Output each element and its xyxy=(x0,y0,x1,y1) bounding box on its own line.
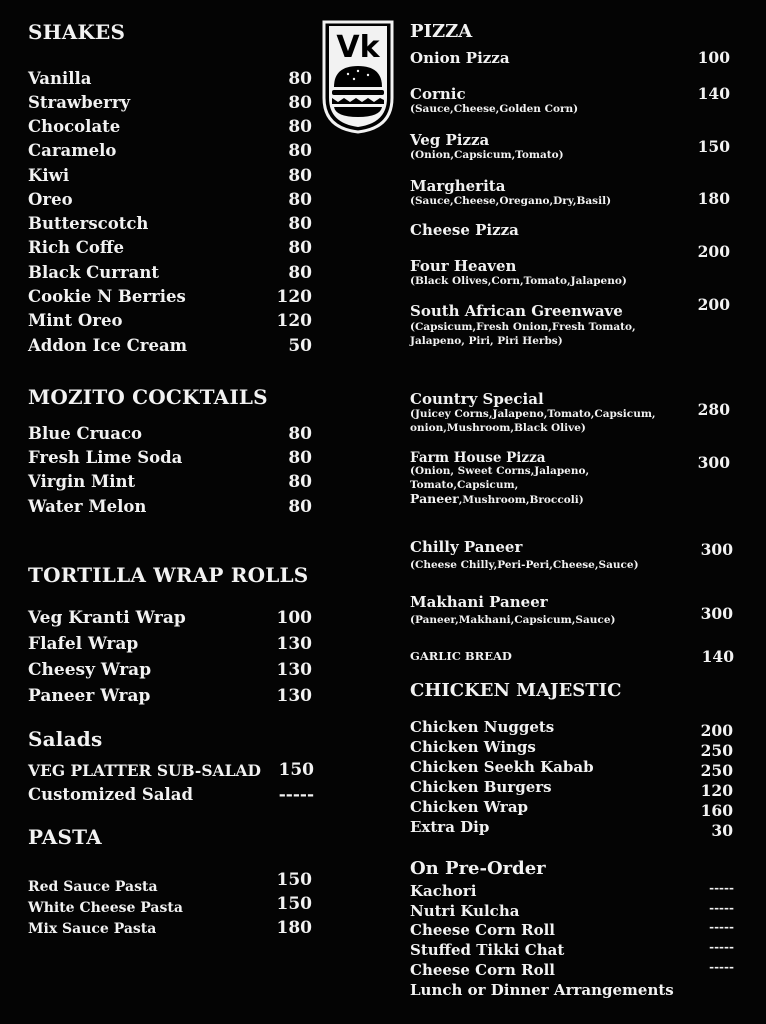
menu-item-name: Paneer Wrap xyxy=(28,686,151,706)
mozito-heading: MOZITO COCKTAILS xyxy=(28,385,268,409)
menu-item-name: Mint Oreo xyxy=(28,311,123,330)
menu-item-description: (Sauce,Cheese,Oregano,Dry,Basil) xyxy=(410,195,612,207)
menu-item-name: Fresh Lime Soda xyxy=(28,448,183,467)
menu-item-name: Kachori xyxy=(410,882,477,900)
menu-item-name: Oreo xyxy=(28,190,73,209)
menu-item-price: 80 xyxy=(288,93,312,113)
menu-item-price: 30 xyxy=(711,821,733,840)
menu-item-name: Strawberry xyxy=(28,93,131,112)
menu-item-price: 150 xyxy=(697,137,730,156)
menu-item-name: Cheese Corn Roll xyxy=(410,921,555,939)
menu-item-name: Rich Coffe xyxy=(28,238,124,257)
menu-item-price: 300 xyxy=(700,604,733,623)
vk-logo xyxy=(318,20,398,135)
menu-item-description: (Onion,Capsicum,Tomato) xyxy=(410,149,564,161)
menu-item-description: (Juicey Corns,Jalapeno,Tomato,Capsicum, onion,Mushroom,Black Olive) xyxy=(410,408,656,434)
menu-item-name: Veg Pizza xyxy=(410,131,490,149)
menu-item-name: Chicken Seekh Kabab xyxy=(410,758,594,776)
chicken-heading: CHICKEN MAJESTIC xyxy=(410,680,622,701)
menu-item-price: 250 xyxy=(700,741,733,760)
menu-item-price: 200 xyxy=(697,295,730,314)
menu-item-name: Country Special xyxy=(410,390,544,408)
menu-item-name: Onion Pizza xyxy=(410,49,510,67)
menu-item-name: Four Heaven xyxy=(410,257,517,275)
menu-item-name: Chicken Nuggets xyxy=(410,718,555,736)
menu-item-name: Stuffed Tikki Chat xyxy=(410,941,565,959)
menu-item-price: 130 xyxy=(276,634,312,654)
menu-item-price: 80 xyxy=(288,263,312,283)
menu-item-name: Chilly Paneer xyxy=(410,538,523,556)
preorder-heading: On Pre-Order xyxy=(410,858,546,879)
menu-item-price: 180 xyxy=(276,918,312,938)
menu-item-price: 80 xyxy=(288,166,312,186)
menu-item-price: ----- xyxy=(278,785,314,805)
menu-item-name: Nutri Kulcha xyxy=(410,902,520,920)
menu-item-price: 80 xyxy=(288,190,312,210)
menu-item-description: (Capsicum,Fresh Onion,Fresh Tomato, Jalapeno, Piri, Piri Herbs) xyxy=(410,321,636,347)
salads-heading: Salads xyxy=(28,727,103,751)
menu-item-name: Cheesy Wrap xyxy=(28,660,152,680)
menu-item-price: 80 xyxy=(288,472,312,492)
menu-item-price: 140 xyxy=(697,84,730,103)
menu-item-price: 100 xyxy=(276,608,312,628)
menu-item-price: ----- xyxy=(709,940,734,954)
menu-item-price: 140 xyxy=(701,647,734,666)
menu-item-description: (Sauce,Cheese,Golden Corn) xyxy=(410,103,579,115)
menu-item-price: 50 xyxy=(288,336,312,356)
menu-item-price: 280 xyxy=(697,400,730,419)
shakes-heading: SHAKES xyxy=(28,20,126,44)
menu-item-name: Extra Dip xyxy=(410,818,490,836)
menu-item-name: Kiwi xyxy=(28,166,70,185)
menu-item-name: GARLIC BREAD xyxy=(410,649,512,663)
menu-item-name: White Cheese Pasta xyxy=(28,900,183,916)
menu-item-price: 80 xyxy=(288,448,312,468)
menu-item-name: Red Sauce Pasta xyxy=(28,879,158,895)
menu-item-name: Farm House Pizza xyxy=(410,450,546,466)
menu-item-name: Veg Kranti Wrap xyxy=(28,608,186,628)
menu-item-name: Butterscotch xyxy=(28,214,149,233)
menu-item-price: 80 xyxy=(288,69,312,89)
menu-item-price: 80 xyxy=(288,424,312,444)
menu-item-name: Addon Ice Cream xyxy=(28,336,188,355)
menu-item-price: 200 xyxy=(697,242,730,261)
menu-item-name: Lunch or Dinner Arrangements xyxy=(410,981,674,999)
menu-item-price: 80 xyxy=(288,238,312,258)
menu-item-name: Chicken Wings xyxy=(410,738,536,756)
menu-item-name: Water Melon xyxy=(28,497,147,516)
menu-item-price: 180 xyxy=(697,189,730,208)
menu-item-price: ----- xyxy=(709,881,734,895)
burger-icon xyxy=(332,66,384,117)
menu-item-name: Makhani Paneer xyxy=(410,593,548,611)
menu-item-name: Cheese Pizza xyxy=(410,221,519,239)
menu-item-description: (Black Olives,Corn,Tomato,Jalapeno) xyxy=(410,275,627,287)
menu-item-price: 250 xyxy=(700,761,733,780)
menu-item-name: Mix Sauce Pasta xyxy=(28,921,157,937)
menu-item-price: 80 xyxy=(288,497,312,517)
menu-item-price: 150 xyxy=(276,870,312,890)
menu-item-price: 130 xyxy=(276,686,312,706)
pasta-heading: PASTA xyxy=(28,825,102,849)
menu-item-price: 120 xyxy=(276,287,312,307)
menu-item-name: Chicken Burgers xyxy=(410,778,552,796)
menu-item-description: (Paneer,Makhani,Capsicum,Sauce) xyxy=(410,614,616,626)
menu-item-price: 80 xyxy=(288,117,312,137)
tortilla-heading: TORTILLA WRAP ROLLS xyxy=(28,563,309,587)
menu-item-description: (Cheese Chilly,Peri-Peri,Cheese,Sauce) xyxy=(410,559,639,571)
menu-item-price: ----- xyxy=(709,901,734,915)
menu-item-name: Blue Cruaco xyxy=(28,424,143,443)
menu-item-price: 150 xyxy=(278,760,314,780)
menu-item-name: Virgin Mint xyxy=(28,472,136,491)
menu-item-price: ----- xyxy=(709,960,734,974)
menu-item-name: Black Currant xyxy=(28,263,159,282)
menu-item-price: 130 xyxy=(276,660,312,680)
menu-item-price: ----- xyxy=(709,920,734,934)
menu-item-price: 160 xyxy=(700,801,733,820)
menu-item-name: Vanilla xyxy=(28,69,92,88)
menu-item-price: 120 xyxy=(700,781,733,800)
menu-item-price: 120 xyxy=(276,311,312,331)
menu-item-name: Cookie N Berries xyxy=(28,287,186,306)
menu-item-price: 80 xyxy=(288,141,312,161)
menu-item-price: 80 xyxy=(288,214,312,234)
menu-item-description-line3: Paneer,Mushroom,Broccoli) xyxy=(410,491,584,506)
menu-item-name: Chocolate xyxy=(28,117,121,136)
menu-item-price: 200 xyxy=(700,721,733,740)
menu-item-price: 300 xyxy=(697,453,730,472)
menu-item-name: Cheese Corn Roll xyxy=(410,961,555,979)
menu-item-name: Chicken Wrap xyxy=(410,798,529,816)
menu-item-name: Flafel Wrap xyxy=(28,634,139,654)
menu-item-name: Margherita xyxy=(410,177,506,195)
pizza-heading: PIZZA xyxy=(410,21,473,42)
menu-item-name: Customized Salad xyxy=(28,785,194,804)
menu-item-name: VEG PLATTER SUB-SALAD xyxy=(28,761,261,780)
menu-item-price: 150 xyxy=(276,894,312,914)
menu-item-description: (Onion, Sweet Corns,Jalapeno, Tomato,Capsicum, xyxy=(410,465,590,491)
menu-item-name: Cornic xyxy=(410,85,466,103)
menu-item-price: 100 xyxy=(697,48,730,67)
logo-text: Vk xyxy=(336,30,380,65)
menu-item-name: Caramelo xyxy=(28,141,117,160)
menu-item-price: 300 xyxy=(700,540,733,559)
menu-item-name: South African Greenwave xyxy=(410,302,623,320)
